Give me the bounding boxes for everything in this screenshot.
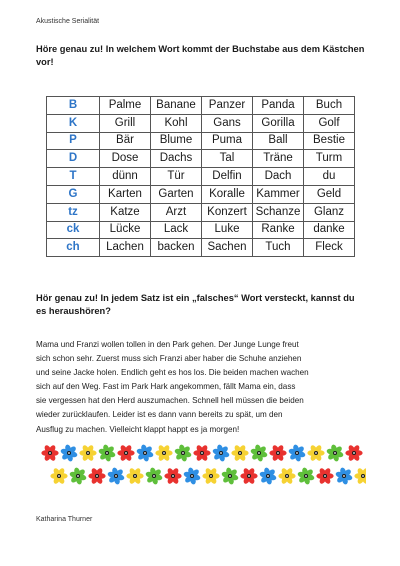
story-line: sie vergessen hat den Herd auszumachen. Schnell hell müssen die beiden: [36, 396, 304, 406]
flower-icon: [107, 467, 125, 485]
word-cell: Garten: [151, 185, 202, 203]
word-cell: Banane: [151, 97, 202, 115]
flower-icon: [183, 467, 201, 485]
word-cell: Bär: [100, 132, 151, 150]
story-line: sich schon sehr. Zuerst muss sich Franzi aber haber die Schuhe anziehen: [36, 354, 302, 364]
story-line: wieder zurücklaufen. Leider ist es dann vann bereits zu spät, um den: [36, 410, 283, 420]
flower-icon: [155, 444, 172, 462]
document-footer: Katharina Thurner: [36, 516, 93, 523]
target-letter: ch: [47, 239, 100, 257]
table-row: [47, 150, 355, 168]
flower-icon: [231, 444, 248, 462]
table-row: [47, 97, 355, 115]
word-cell: Gans: [202, 114, 253, 132]
word-cell: Träne: [253, 150, 304, 168]
word-cell: Fleck: [304, 239, 355, 257]
target-letter: B: [47, 97, 100, 115]
table-row: [47, 168, 355, 186]
word-cell: Lücke: [100, 221, 151, 239]
word-cell: Ranke: [253, 221, 304, 239]
flower-icon: [269, 444, 286, 462]
word-cell: Golf: [304, 114, 355, 132]
flower-icon: [60, 444, 78, 462]
flower-icon: [174, 444, 192, 462]
word-cell: Turm: [304, 150, 355, 168]
story-line: Mama und Franzi wollen tollen in den Park gehen. Der Junge Lunge freut: [36, 340, 299, 349]
flower-icon: [326, 444, 344, 462]
flower-icon: [164, 467, 181, 485]
flower-icon: [335, 467, 353, 485]
word-cell: Puma: [202, 132, 253, 150]
flower-border: [40, 442, 366, 488]
flower-icon: [79, 444, 96, 462]
word-cell: Dose: [100, 150, 151, 168]
flower-icon: [98, 444, 116, 462]
word-cell: danke: [304, 221, 355, 239]
word-cell: Tür: [151, 168, 202, 186]
word-cell: Delfin: [202, 168, 253, 186]
word-cell: Gorilla: [253, 114, 304, 132]
flower-icon: [278, 467, 295, 485]
word-cell: Dach: [253, 168, 304, 186]
table-row: [47, 132, 355, 150]
word-cell: Geld: [304, 185, 355, 203]
word-cell: Buch: [304, 97, 355, 115]
flower-icon: [202, 467, 219, 485]
word-cell: Panzer: [202, 97, 253, 115]
table-row: [47, 221, 355, 239]
word-cell: Ball: [253, 132, 304, 150]
table-row: [47, 114, 355, 132]
word-cell: Grill: [100, 114, 151, 132]
word-cell: Panda: [253, 97, 304, 115]
flower-icon: [50, 467, 67, 485]
word-cell: Palme: [100, 97, 151, 115]
word-cell: Koralle: [202, 185, 253, 203]
flower-icon: [316, 467, 333, 485]
flower-icon: [212, 444, 230, 462]
flower-icon: [240, 467, 257, 485]
word-cell: Katze: [100, 203, 151, 221]
word-table: [46, 96, 355, 257]
word-cell: Lachen: [100, 239, 151, 257]
target-letter: D: [47, 150, 100, 168]
flower-icon: [145, 467, 163, 485]
flower-icon: [297, 467, 315, 485]
flower-icon: [193, 444, 210, 462]
word-cell: Arzt: [151, 203, 202, 221]
story-line: und seine Jacke holen. Endlich geht es hos los. Die beiden machen wachen: [36, 368, 309, 378]
flower-icon: [259, 467, 277, 485]
word-cell: Kammer: [253, 185, 304, 203]
flower-icon: [221, 467, 239, 485]
story-line: sich auf den Weg. Fast im Park Hark angekommen, fällt Mama ein, dass: [36, 382, 296, 392]
target-letter: G: [47, 185, 100, 203]
target-letter: P: [47, 132, 100, 150]
word-cell: Schanze: [253, 203, 304, 221]
flower-icon: [307, 444, 324, 462]
task-1-instruction: Höre genau zu! In welchem Wort kommt der Buchstabe aus dem Kästchen vor!: [36, 44, 365, 67]
word-cell: Konzert: [202, 203, 253, 221]
flower-icon: [69, 467, 87, 485]
target-letter: ck: [47, 221, 100, 239]
target-letter: T: [47, 168, 100, 186]
flower-icon: [136, 444, 154, 462]
word-cell: dünn: [100, 168, 151, 186]
word-cell: backen: [151, 239, 202, 257]
flower-icon: [354, 467, 366, 485]
word-cell: Lack: [151, 221, 202, 239]
story-text: [36, 338, 366, 437]
word-cell: Tuch: [253, 239, 304, 257]
word-cell: Tal: [202, 150, 253, 168]
target-letter: K: [47, 114, 100, 132]
target-letter: tz: [47, 203, 100, 221]
task-2-instruction: Hör genau zu! In jedem Satz ist ein „falsches“ Wort versteckt, kannst du es heraushören?: [36, 293, 355, 316]
flower-icon: [345, 444, 362, 462]
word-cell: Sachen: [202, 239, 253, 257]
flower-icon: [117, 444, 134, 462]
word-cell: Glanz: [304, 203, 355, 221]
word-cell: Bestie: [304, 132, 355, 150]
word-cell: du: [304, 168, 355, 186]
flower-icon: [250, 444, 268, 462]
flower-icon: [288, 444, 306, 462]
flower-icon: [88, 467, 105, 485]
story-line: Ausflug zu machen. Vielleicht klappt happt es ja morgen!: [36, 424, 240, 434]
flower-icon: [41, 444, 58, 462]
table-row: [47, 203, 355, 221]
table-row: [47, 239, 355, 257]
flower-icon: [126, 467, 143, 485]
word-cell: Kohl: [151, 114, 202, 132]
word-cell: Karten: [100, 185, 151, 203]
word-cell: Blume: [151, 132, 202, 150]
word-cell: Luke: [202, 221, 253, 239]
word-cell: Dachs: [151, 150, 202, 168]
document-header: Akustische Serialität: [36, 18, 100, 25]
table-row: [47, 185, 355, 203]
